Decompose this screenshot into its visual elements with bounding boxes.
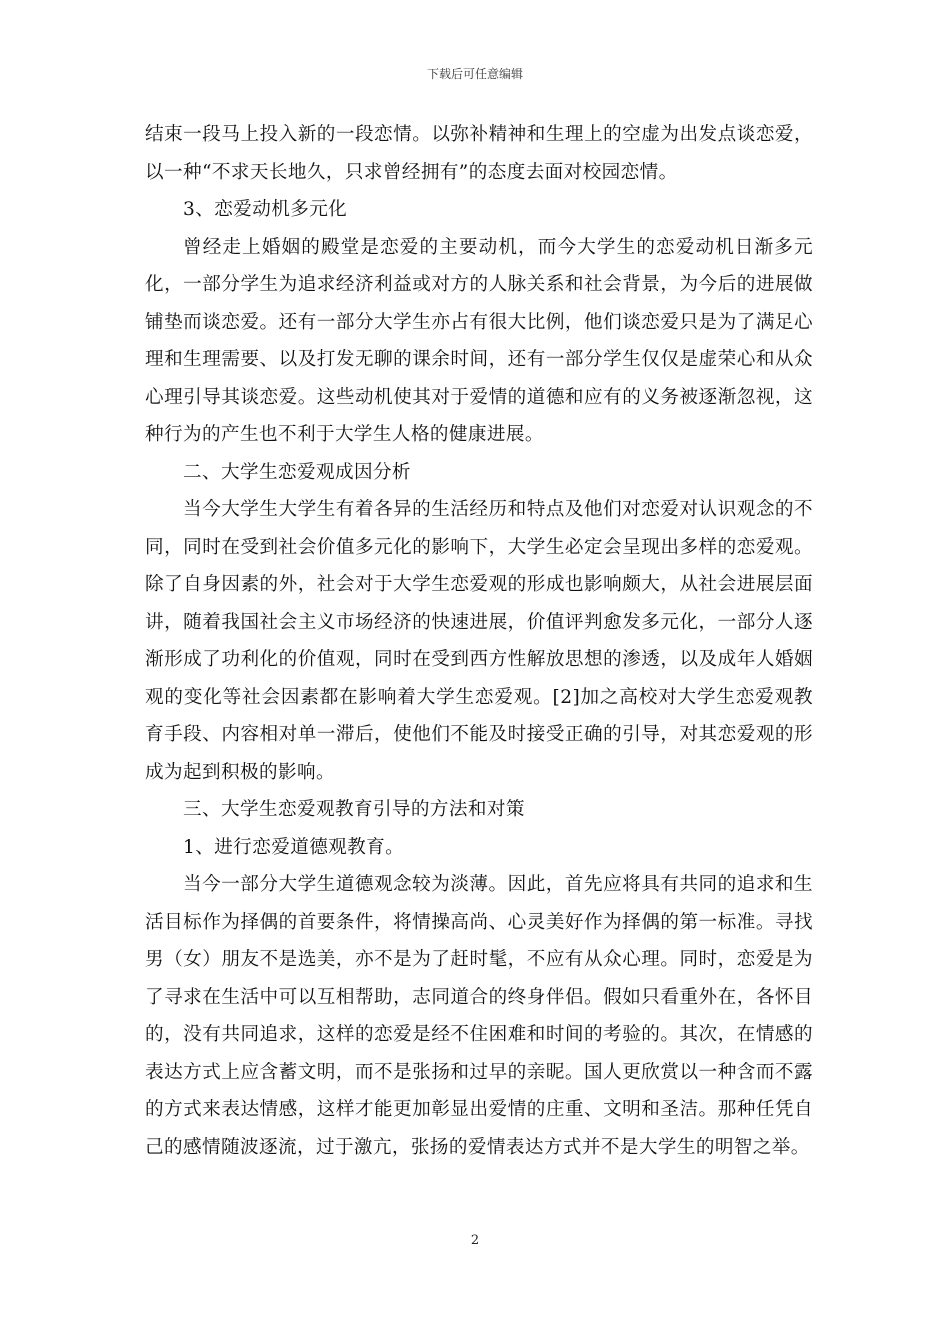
subheading-moral-education: 1、进行恋爱道德观教育。 <box>183 836 405 858</box>
section-heading-methods: 三、大学生恋爱观教育引导的方法和对策 <box>183 799 525 820</box>
paragraph-motivation: 曾经走上婚姻的殿堂是恋爱的主要动机，而今大学生的恋爱动机日渐多元化，一部分学生为追求经济利益或对方的人脉关系和社会背景，为今后的进展做铺垫而谈恋爱。还有一部分大学生亦占有很大比例，他们谈恋爱只是为了满足心理和生理需要、以及打发无聊的课余时间，还有一部分学生仅仅是虚荣心和从众心理引导其谈恋爱。这些动机使其对于爱情的道德和应有的义务被逐渐忽视，这种行为的产生也不利于大学生人格的健康进展。 <box>145 236 813 445</box>
paragraph-cause-analysis: 当今大学生大学生有着各异的生活经历和特点及他们对恋爱对认识观念的不同，同时在受到社会价值多元化的影响下，大学生必定会呈现出多样的恋爱观。除了自身因素的外，社会对于大学生恋爱观的形成也影响颇大，从社会进展层面讲，随着我国社会主义市场经济的快速进展，价值评判愈发多元化，一部分人逐渐形成了功利化的价值观，同时在受到西方性解放思想的渗透，以及成年人婚姻观的变化等社会因素都在影响着大学生恋爱观。[2]加之高校对大学生恋爱观教育手段、内容相对单一滞后，使他们不能及时接受正确的引导，对其恋爱观的形成为起到积极的影响。 <box>145 499 813 783</box>
subheading-motivation-diversification: 3、恋爱动机多元化 <box>183 199 348 220</box>
page-header: 下载后可任意编辑 <box>426 67 523 81</box>
section-heading-cause-analysis: 二、大学生恋爱观成因分析 <box>183 461 411 483</box>
page-number: 2 <box>470 1233 480 1248</box>
paragraph-moral-education: 当今一部分大学生道德观念较为淡薄。因此，首先应将具有共同的追求和生活目标作为择偶的首要条件，将情操高尚、心灵美好作为择偶的第一标准。寻找男（女）朋友不是选美，亦不是为了赶时髦，不应有从众心理。同时，恋爱是为了寻求在生活中可以互相帮助，志同道合的终身伴侣。假如只看重外在，各怀目的，没有共同追求，这样的恋爱是经不住困难和时间的考验的。其次，在情感的表达方式上应含蓄文明，而不是张扬和过早的亲昵。国人更欣赏以一种含而不露的方式来表达情感，这样才能更加彰显出爱情的庄重、文明和圣洁。那种任凭自己的感情随波逐流，过于激亢，张扬的爱情表达方式并不是大学生的明智之举。 <box>145 874 813 1158</box>
document-body <box>145 116 813 1166</box>
paragraph-continuation: 结束一段马上投入新的一段恋情。以弥补精神和生理上的空虚为出发点谈恋爱，以一种“不求天长地久，只求曾经拥有”的态度去面对校园恋情。 <box>145 124 813 183</box>
